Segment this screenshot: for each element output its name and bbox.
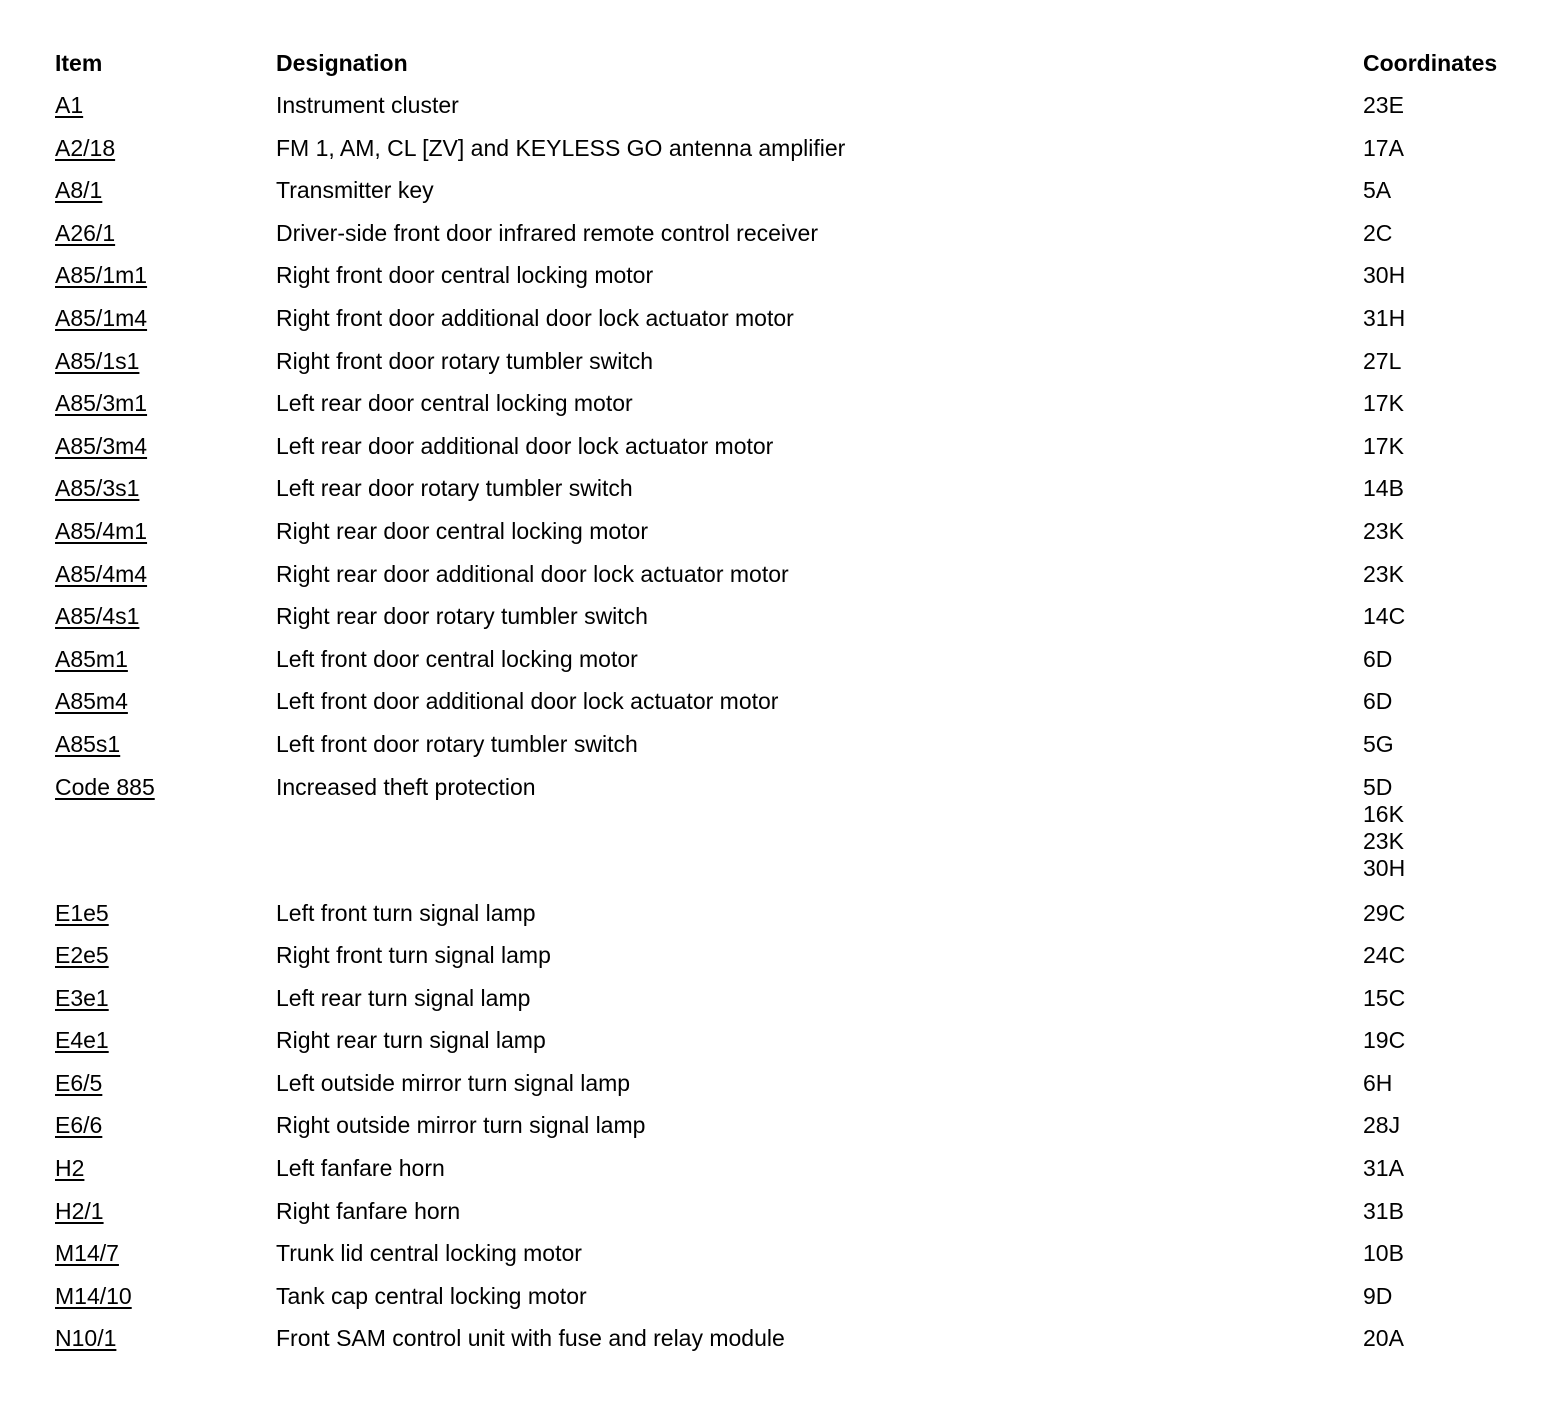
coordinates-text: 5A	[1363, 177, 1392, 204]
table-row	[0, 646, 1568, 689]
item-link[interactable]: E1e5	[55, 899, 109, 926]
item-link[interactable]: A1	[55, 92, 84, 118]
coordinates-text: 24C	[1363, 942, 1406, 969]
coordinates-text: 31H	[1363, 304, 1406, 331]
designation-text: Left front door additional door lock actuator motor	[276, 688, 779, 715]
item-link[interactable]: A85/4m4	[55, 560, 148, 587]
designation-text: Right rear turn signal lamp	[276, 1027, 546, 1054]
coordinates-text: 6H	[1363, 1069, 1393, 1096]
item-link[interactable]: A85/4s1	[55, 603, 140, 630]
item-link[interactable]: A85/3s1	[55, 475, 140, 502]
table-row	[0, 475, 1568, 518]
table-row	[0, 1027, 1568, 1070]
item-link[interactable]: A85/1s1	[55, 347, 140, 374]
coordinates-text: 30H	[1363, 262, 1406, 289]
table-header	[0, 50, 1568, 84]
coordinates-text: 17A	[1363, 134, 1404, 161]
coordinates-text: 28J	[1363, 1112, 1401, 1139]
item-link[interactable]: M14/7	[55, 1240, 119, 1267]
coordinates-text: 29C	[1363, 899, 1406, 926]
coordinates-text: 9D	[1363, 1282, 1393, 1309]
coordinates-text: 6D	[1363, 688, 1393, 715]
table-row	[0, 177, 1568, 220]
item-link[interactable]: A85/3m4	[55, 432, 148, 459]
coordinates-text: 17K	[1363, 390, 1404, 417]
designation-text: Right fanfare horn	[276, 1197, 461, 1224]
designation-text: Right front door rotary tumbler switch	[276, 347, 654, 374]
coordinates-text: 19C	[1363, 1027, 1406, 1054]
table-row	[0, 390, 1568, 433]
coordinates-text: 6D	[1363, 645, 1393, 672]
designation-text: Trunk lid central locking motor	[276, 1240, 582, 1267]
table-row	[0, 92, 1568, 135]
header-coordinates: Coordinates	[1363, 50, 1498, 76]
table-row	[0, 305, 1568, 348]
coordinates-text: 23K	[1363, 517, 1404, 544]
coordinates-text: 5G	[1363, 730, 1394, 757]
item-link[interactable]: A85s1	[55, 730, 121, 757]
table-row	[0, 1240, 1568, 1283]
designation-text: Right front door central locking motor	[276, 262, 654, 289]
item-link[interactable]: A85/1m4	[55, 304, 148, 331]
table-row	[0, 985, 1568, 1028]
table-row	[0, 1155, 1568, 1198]
designation-text: Left front door central locking motor	[276, 645, 638, 672]
table-row	[0, 1283, 1568, 1326]
item-link[interactable]: A85/4m1	[55, 517, 148, 544]
coordinates-text: 15C	[1363, 984, 1406, 1011]
table-row	[0, 1325, 1568, 1368]
table-row	[0, 220, 1568, 263]
designation-text: Driver-side front door infrared remote control receiver	[276, 219, 818, 246]
item-link[interactable]: E6/6	[55, 1112, 103, 1139]
table-row	[0, 1070, 1568, 1113]
coordinates-text: 14C	[1363, 603, 1406, 630]
designation-text: Right front turn signal lamp	[276, 942, 551, 969]
designation-text: Right rear door central locking motor	[276, 517, 648, 544]
coordinates-text: 23E	[1363, 92, 1404, 118]
coordinates-text: 20A	[1363, 1325, 1404, 1352]
item-link[interactable]: E2e5	[55, 942, 109, 969]
table-row	[0, 1112, 1568, 1155]
table-row	[0, 603, 1568, 646]
table-row	[0, 900, 1568, 943]
table-row	[0, 262, 1568, 305]
table-row	[0, 942, 1568, 985]
table-row	[0, 1198, 1568, 1241]
item-link[interactable]: A85/3m1	[55, 390, 148, 417]
item-link[interactable]: A85/1m1	[55, 262, 148, 289]
designation-text: Increased theft protection	[276, 773, 536, 800]
table-body	[0, 92, 1568, 1368]
item-link[interactable]: N10/1	[55, 1325, 117, 1352]
item-link[interactable]: E3e1	[55, 984, 109, 1011]
designation-text: Front SAM control unit with fuse and relay module	[276, 1325, 785, 1352]
item-link[interactable]: A85m1	[55, 645, 128, 672]
designation-text: Left outside mirror turn signal lamp	[276, 1069, 631, 1096]
table-row	[0, 135, 1568, 178]
table-row	[0, 518, 1568, 561]
designation-text: Transmitter key	[276, 177, 434, 204]
item-link[interactable]: E6/5	[55, 1069, 103, 1096]
header-item: Item	[55, 50, 103, 76]
designation-text: Right outside mirror turn signal lamp	[276, 1112, 646, 1139]
table-row	[0, 774, 1568, 900]
designation-text: Tank cap central locking motor	[276, 1282, 587, 1309]
designation-text: Right front door additional door lock actuator motor	[276, 304, 794, 331]
designation-text: Left rear door central locking motor	[276, 390, 633, 417]
coordinates-text: 27L	[1363, 347, 1402, 374]
coordinates-text: 10B	[1363, 1240, 1404, 1267]
coordinates-text: 31B	[1363, 1197, 1404, 1224]
designation-text: Instrument cluster	[276, 92, 459, 118]
coordinates-text: 17K	[1363, 432, 1404, 459]
item-link[interactable]: A8/1	[55, 177, 103, 204]
item-link[interactable]: E4e1	[55, 1027, 109, 1054]
item-link[interactable]: M14/10	[55, 1282, 132, 1309]
table-row	[0, 688, 1568, 731]
designation-text: Left rear door additional door lock actuator motor	[276, 432, 774, 459]
table-row	[0, 348, 1568, 391]
item-link[interactable]: H2/1	[55, 1197, 104, 1224]
table-row	[0, 433, 1568, 476]
coordinates-text: 2C	[1363, 219, 1393, 246]
coordinates-text: 14B	[1363, 475, 1404, 502]
designation-text: Left fanfare horn	[276, 1155, 445, 1182]
table-row	[0, 731, 1568, 774]
header-designation: Designation	[276, 50, 408, 76]
designation-text: Left front door rotary tumbler switch	[276, 730, 638, 757]
item-link[interactable]: A2/18	[55, 134, 116, 161]
item-link[interactable]: A26/1	[55, 219, 116, 246]
designation-text: Left front turn signal lamp	[276, 899, 536, 926]
item-link[interactable]: Code 885	[55, 773, 155, 800]
designation-text: FM 1, AM, CL [ZV] and KEYLESS GO antenna amplifier	[276, 134, 846, 161]
coordinates-text: 31A	[1363, 1155, 1404, 1182]
designation-text: Left rear door rotary tumbler switch	[276, 475, 633, 502]
coordinates-text: 23K	[1363, 560, 1404, 587]
item-link[interactable]: H2	[55, 1155, 85, 1182]
designation-text: Left rear turn signal lamp	[276, 984, 531, 1011]
designation-text: Right rear door rotary tumbler switch	[276, 603, 648, 630]
table-row	[0, 561, 1568, 604]
designation-text: Right rear door additional door lock actuator motor	[276, 560, 789, 587]
coordinates-text: 5D 16K 23K 30H	[1363, 773, 1406, 881]
item-link[interactable]: A85m4	[55, 688, 128, 715]
